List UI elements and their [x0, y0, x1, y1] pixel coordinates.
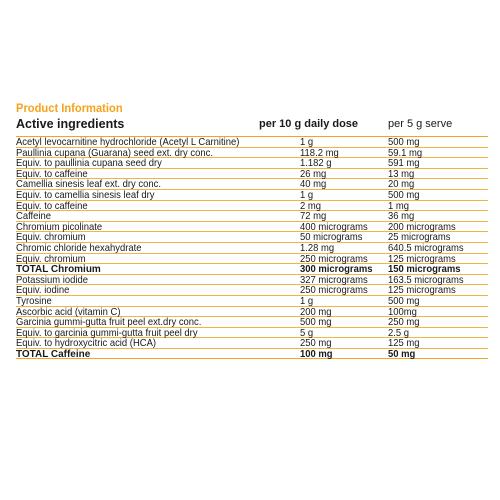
per-10g-cell: 1.182 g [300, 157, 332, 170]
per-5g-cell: 1 mg [388, 199, 410, 212]
per-10g-cell: 400 micrograms [300, 220, 368, 233]
per-5g-cell: 500 mg [388, 294, 420, 307]
per-5g-cell: 125 micrograms [388, 284, 456, 297]
ingredient-table-body [16, 137, 488, 359]
table-row [16, 201, 488, 212]
per-10g-cell: 300 micrograms [300, 263, 373, 276]
table-total-row [16, 349, 488, 360]
product-information-panel [16, 101, 488, 359]
header-active-ingredients: Active ingredients [16, 117, 125, 131]
per-10g-cell: 1 g [300, 188, 314, 201]
per-5g-cell: 640.5 micrograms [388, 241, 464, 254]
ingredient-name-cell: Equiv. to garcinia gummi-gutta fruit peel dry [16, 326, 198, 339]
ingredient-name-cell: TOTAL Chromium [16, 263, 101, 276]
ingredient-name-cell: Equiv. iodine [16, 284, 70, 297]
per-10g-cell: 5 g [300, 326, 314, 339]
per-10g-cell: 250 mg [300, 337, 332, 350]
per-5g-cell: 200 micrograms [388, 220, 456, 233]
per-5g-cell: 25 micrograms [388, 231, 451, 244]
ingredient-name-cell: Tyrosine [16, 294, 52, 307]
per-10g-cell: 327 micrograms [300, 273, 368, 286]
ingredient-name-cell: Chromium picolinate [16, 220, 103, 233]
per-5g-cell: 2.5 g [388, 326, 410, 339]
per-10g-cell: 72 mg [300, 210, 327, 223]
panel-title: Product Information [16, 101, 123, 115]
per-5g-cell: 500 mg [388, 188, 420, 201]
table-header [16, 115, 488, 137]
per-10g-cell: 250 micrograms [300, 252, 368, 265]
ingredient-name-cell: TOTAL Caffeine [16, 347, 91, 360]
per-10g-cell: 1 g [300, 294, 314, 307]
ingredient-name-cell: Paullinia cupana (Guarana) seed ext. dry conc. [16, 146, 213, 159]
per-5g-cell: 50 mg [388, 347, 416, 360]
per-5g-cell: 13 mg [388, 167, 415, 180]
per-5g-cell: 163.5 micrograms [388, 273, 464, 286]
ingredient-name-cell: Acetyl levocarnitine hydrochloride (Acetyl L Carnitine) [16, 136, 240, 148]
per-10g-cell: 26 mg [300, 167, 327, 180]
per-5g-cell: 125 mg [388, 337, 420, 350]
per-10g-cell: 2 mg [300, 199, 322, 212]
per-10g-cell: 40 mg [300, 178, 327, 191]
ingredient-name-cell: Ascorbic acid (vitamin C) [16, 305, 121, 318]
ingredient-name-cell: Equiv. to hydroxycitric acid (HCA) [16, 337, 157, 350]
per-10g-cell: 500 mg [300, 316, 332, 329]
header-per-5g: per 5 g serve [388, 118, 453, 130]
ingredient-name-cell: Chromic chloride hexahydrate [16, 241, 142, 254]
per-10g-cell: 250 micrograms [300, 284, 368, 297]
header-per-10g: per 10 g daily dose [259, 118, 359, 130]
per-10g-cell: 100 mg [300, 347, 333, 360]
ingredient-name-cell: Camellia sinesis leaf ext. dry conc. [16, 178, 161, 191]
ingredient-name-cell: Equiv. to camellia sinesis leaf dry [16, 188, 155, 201]
per-10g-cell: 200 mg [300, 305, 332, 318]
per-5g-cell: 250 mg [388, 316, 420, 329]
per-5g-cell: 125 micrograms [388, 252, 456, 265]
ingredient-name-cell: Equiv. to caffeine [16, 167, 88, 180]
per-5g-cell: 59.1 mg [388, 146, 423, 159]
per-5g-cell: 591 mg [388, 157, 420, 170]
per-10g-cell: 118.2 mg [300, 146, 339, 159]
per-10g-cell: 1 g [300, 136, 314, 148]
ingredient-name-cell: Garcinia gummi-gutta fruit peel ext.dry conc. [16, 316, 202, 329]
per-10g-cell: 50 micrograms [300, 231, 363, 244]
per-5g-cell: 150 micrograms [388, 263, 461, 276]
ingredient-name-cell: Equiv. chromium [16, 231, 86, 244]
per-5g-cell: 500 mg [388, 136, 420, 148]
ingredient-name-cell: Equiv. to caffeine [16, 199, 88, 212]
per-10g-cell: 1.28 mg [300, 241, 335, 254]
ingredient-name-cell: Equiv. to paullinia cupana seed dry [16, 157, 162, 170]
per-5g-cell: 100mg [388, 305, 417, 318]
ingredient-name-cell: Caffeine [16, 210, 52, 223]
per-5g-cell: 36 mg [388, 210, 415, 223]
per-5g-cell: 20 mg [388, 178, 415, 191]
ingredient-name-cell: Potassium iodide [16, 273, 88, 286]
ingredient-name-cell: Equiv. chromium [16, 252, 86, 265]
